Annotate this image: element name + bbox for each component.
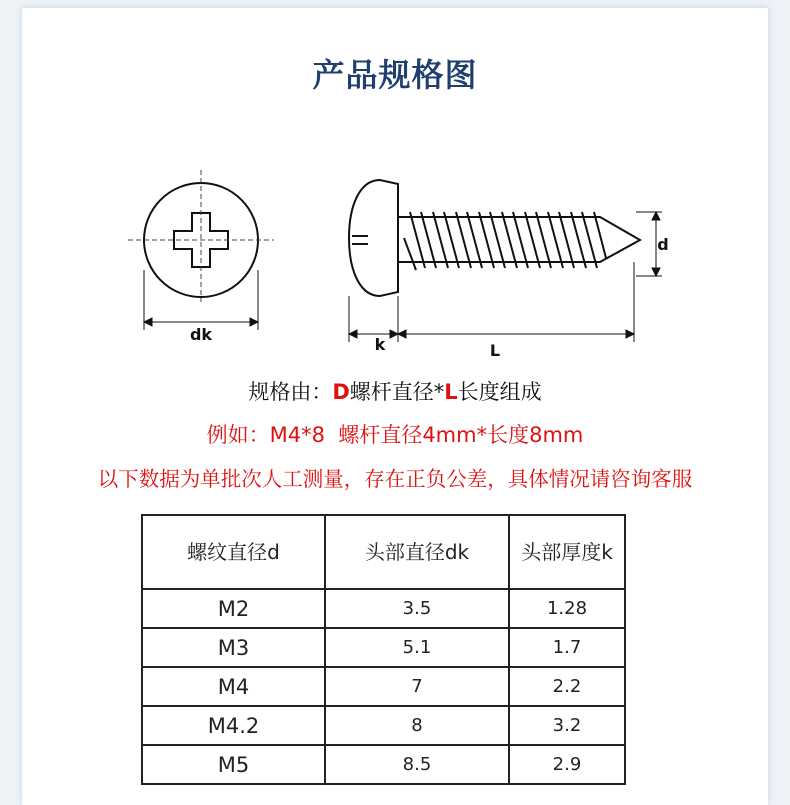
- page-title: 产品规格图: [312, 56, 478, 94]
- cell-k: 2.2: [509, 667, 625, 706]
- cell-k: 1.28: [509, 589, 625, 628]
- cell-model: M3: [142, 628, 325, 667]
- spec-table: [141, 514, 626, 785]
- label-dk: dk: [189, 325, 213, 344]
- screw-diagram: [0, 0, 790, 370]
- cell-k: 1.7: [509, 628, 625, 667]
- example-line: 例如：M4*8 螺杆直径4mm*长度8mm: [206, 423, 584, 447]
- cell-k: 2.9: [509, 745, 625, 784]
- cell-dk: 8: [325, 706, 509, 745]
- spec-prefix: 规格由：: [248, 380, 333, 404]
- label-k: k: [374, 335, 386, 354]
- table-row: [142, 706, 625, 745]
- header-thread-diameter: 螺纹直径d: [142, 515, 325, 589]
- spec-middle: 螺杆直径*: [349, 380, 445, 404]
- l-dimension: [349, 262, 634, 342]
- cell-dk: 7: [325, 667, 509, 706]
- cell-model: M5: [142, 745, 325, 784]
- cell-dk: 5.1: [325, 628, 509, 667]
- spec-format-line: [0, 376, 790, 406]
- cell-model: M2: [142, 589, 325, 628]
- spec-d-letter: D: [332, 380, 350, 404]
- table-row: [142, 628, 625, 667]
- label-L: L: [489, 341, 501, 360]
- table-row: [142, 667, 625, 706]
- center-lines: [128, 170, 274, 302]
- cell-dk: 3.5: [325, 589, 509, 628]
- header-head-diameter: 头部直径dk: [325, 515, 509, 589]
- screw-head-side-view: [349, 180, 398, 296]
- disclaimer-line: 以下数据为单批次人工测量，存在正负公差，具体情况请咨询客服: [97, 467, 693, 491]
- table-row: [142, 589, 625, 628]
- spec-l-letter: L: [444, 380, 458, 404]
- screw-shank: [398, 212, 640, 270]
- table-row: [142, 745, 625, 784]
- spec-suffix: 长度组成: [457, 380, 542, 404]
- cell-k: 3.2: [509, 706, 625, 745]
- label-d: d: [657, 235, 669, 254]
- table-header-row: [142, 515, 625, 589]
- cell-model: M4: [142, 667, 325, 706]
- cell-dk: 8.5: [325, 745, 509, 784]
- header-head-thickness: 头部厚度k: [509, 515, 625, 589]
- cell-model: M4.2: [142, 706, 325, 745]
